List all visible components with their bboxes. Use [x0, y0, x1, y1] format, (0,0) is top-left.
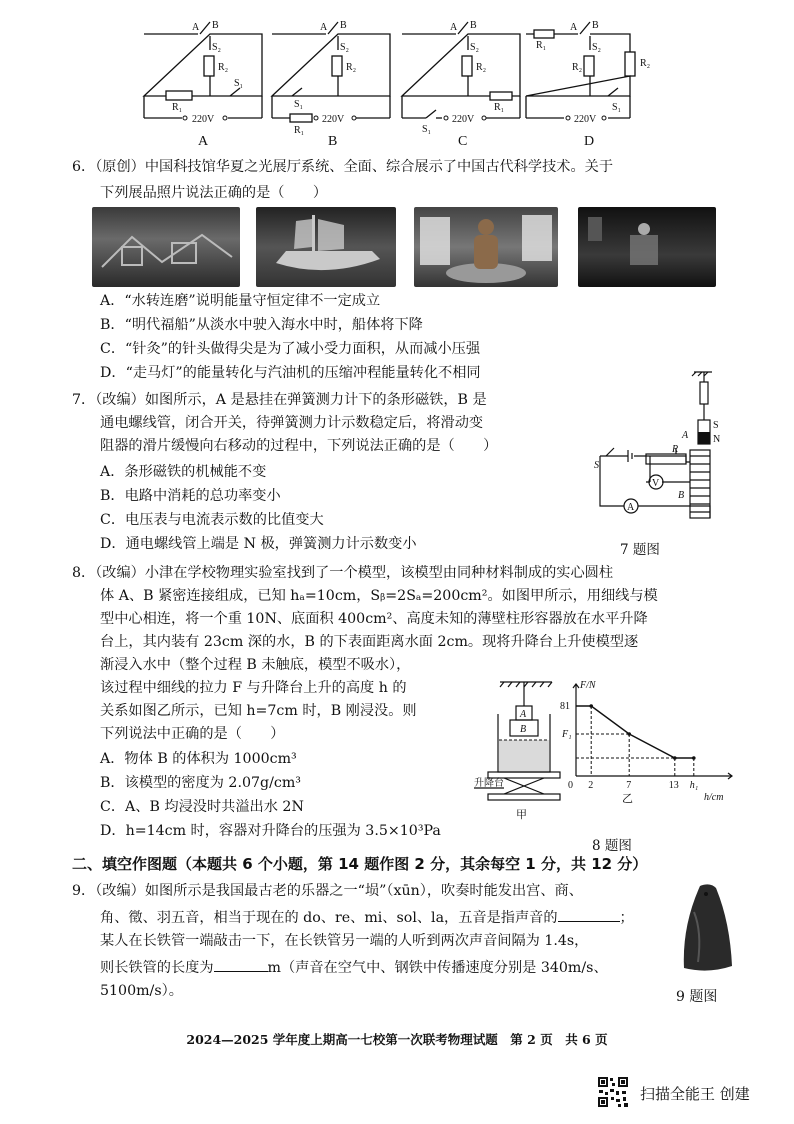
circuit-diagram-a	[138, 18, 266, 126]
q8-stem-line2: 体 A、B 紧密连接组成，已知 hₐ=10cm，Sᵦ=2Sₐ=200cm²。如图甲所示，用细线与模	[100, 588, 658, 604]
curve-point-2	[673, 756, 677, 760]
q6-option-a: A．“水转连磨”说明能量守恒定律不一定成立	[100, 293, 381, 309]
q6-option-b: B．“明代福船”从淡水中驶入海水中时，船体将下降	[100, 317, 423, 333]
q9-stem-line4	[100, 959, 608, 975]
label-r2: R₂	[218, 62, 229, 73]
label-s1: S₁	[612, 102, 622, 113]
section-2-title: 二、填空作图题（本题共 6 个小题，第 14 题作图 2 分，其余每空 1 分，共 12 分）	[72, 855, 648, 873]
label-b: B	[340, 20, 347, 31]
label-s2: S₂	[340, 42, 350, 53]
photo-water-mill	[92, 207, 240, 287]
q8-option-d: D．h=14cm 时，容器对升降台的压强为 3.5×10³Pa	[100, 823, 441, 839]
label-r1: R₁	[536, 40, 547, 51]
label-voltage: 220V	[192, 114, 215, 125]
curve-point-3	[692, 756, 696, 760]
q8-stem-line4: 台上，其内装有 23cm 深的水，B 的下表面距离水面 2cm。现将升降台上升使模型逐	[100, 634, 639, 650]
curve-point-0	[589, 704, 593, 708]
fig7-label-r: R	[672, 444, 679, 455]
qr-code-icon	[596, 1075, 630, 1113]
label-s1: S₁	[234, 78, 244, 89]
circuit-label-d: D	[584, 134, 595, 149]
q8-option-b: B．该模型的密度为 2.07g/cm³	[100, 775, 301, 791]
q6-stem-line1: 6．（原创）中国科技馆华夏之光展厅系统、全面、综合展示了中国古代科学技术。关于	[72, 159, 614, 175]
q8-stem-line1: 8．（改编）小津在学校物理实验室找到了一个模型，该模型由同种材料制成的实心圆柱	[72, 565, 614, 581]
fig8-jia-label: 甲	[516, 808, 527, 821]
q7-stem-line3: 阻器的滑片缓慢向右移动的过程中，下列说法正确的是（ ）	[100, 438, 498, 454]
label-r2-right: R₂	[640, 58, 651, 69]
circuit-label-b: B	[328, 134, 338, 149]
q8-figure-jia	[470, 676, 570, 830]
q7-stem-line2: 通电螺线管，闭合开关，待弹簧测力计示数稳定后，将滑动变	[100, 415, 484, 431]
fig7-label-b: B	[678, 490, 685, 501]
q9-line4-end: m（声音在空气中、钢铁中传播速度分别是 340m/s、	[267, 960, 608, 976]
force-curve	[576, 706, 694, 758]
label-s1: S₁	[294, 99, 304, 110]
q8-option-c: C．A、B 均浸没时共溢出水 2N	[100, 799, 304, 815]
x-axis-label: h/cm	[704, 792, 724, 803]
force-height-chart	[556, 676, 746, 826]
q8-stem-line6: 该过程中细线的拉力 F 与升降台上升的高度 h 的	[100, 680, 407, 696]
circuit-diagram-d	[522, 18, 668, 126]
q8-graph-yi	[556, 676, 746, 830]
y-axis-label: F/N	[580, 680, 596, 691]
q6-option-c: C．“针灸”的针头做得尖是为了减小受力面积，从而减小压强	[100, 341, 481, 357]
fig8-yi-label: 乙	[622, 792, 633, 805]
circuit-label-c: C	[458, 134, 468, 149]
label-s2: S₂	[592, 42, 602, 53]
label-b: B	[592, 20, 599, 31]
q8-option-a: A．物体 B 的体积为 1000cm³	[100, 751, 297, 767]
curve-point-1	[627, 732, 631, 736]
tick-0: 0	[568, 780, 573, 791]
label-a: A	[570, 22, 578, 33]
photo-lantern	[578, 207, 716, 287]
tick-h1: h₁	[689, 780, 699, 791]
circuit-label-a: A	[198, 134, 209, 149]
q9-line2-text: 角、徵、羽五音，相当于现在的 do、re、mi、sol、la，五音是指声音的	[100, 910, 558, 926]
q7-option-c: C．电压表与电流表示数的比值变大	[100, 512, 324, 528]
label-voltage: 220V	[322, 114, 345, 125]
q8-stem-line5: 渐浸入水中（整个过程 B 未触底，模型不吸水），	[100, 657, 411, 673]
scanner-watermark: 扫描全能王 创建	[640, 1085, 750, 1103]
label-a: A	[450, 22, 458, 33]
fig7-voltmeter: V	[652, 478, 660, 489]
label-a: A	[192, 22, 200, 33]
photo-ming-ship	[256, 207, 396, 287]
answer-blank-2[interactable]	[214, 959, 268, 972]
q9-line2-end: ；	[619, 910, 634, 926]
q8-stem-line7: 关系如图乙所示，已知 h=7cm 时，B 刚浸没。则	[100, 703, 417, 719]
q6-stem-line2: 下列展品照片说法正确的是（ ）	[100, 185, 328, 201]
fig7-label-n: N	[713, 434, 721, 445]
fig7-label-a: A	[682, 430, 689, 441]
tick-81: 81	[560, 701, 570, 712]
label-r2: R₂	[476, 62, 487, 73]
label-r2: R₂	[346, 62, 357, 73]
label-voltage: 220V	[452, 114, 475, 125]
tick-2: 2	[588, 780, 594, 791]
label-r2: R₂	[572, 62, 583, 73]
label-b: B	[212, 20, 219, 31]
q9-stem-line3: 某人在长铁管一端敲击一下，在长铁管另一端的人听到两次声音间隔为 1.4s，	[100, 933, 589, 949]
circuit-diagram-b	[266, 18, 394, 136]
fig7-label-switch: S	[594, 460, 599, 471]
tick-f1: F₁	[562, 729, 572, 740]
label-r1: R₁	[494, 102, 505, 113]
label-voltage: 220V	[574, 114, 597, 125]
label-r1: R₁	[172, 102, 183, 113]
circuit-diagram-c	[396, 18, 524, 136]
q9-stem-line1: 9．（改编）如图所示是我国最古老的乐器之一“埙”（xūn），吹奏时能发出宫、商、	[72, 883, 583, 899]
q7-option-a: A．条形磁铁的机械能不变	[100, 464, 267, 480]
photo-acupuncture	[414, 207, 558, 287]
q7-option-b: B．电路中消耗的总功率变小	[100, 488, 281, 504]
q8-caption: 8 题图	[592, 838, 632, 854]
q9-line4-text: 则长铁管的长度为	[100, 960, 214, 976]
tick-13: 13	[668, 780, 679, 791]
page-footer: 2024—2025 学年度上期高一七校第一次联考物理试题 第 2 页 共 6 页	[186, 1032, 608, 1047]
xun-instrument-image	[680, 882, 734, 978]
q7-option-d: D．通电螺线管上端是 N 极，弹簧测力计示数变小	[100, 536, 417, 552]
q8-stem-line3: 型中心相连，将一个重 10N、底面积 400cm²、高度未知的薄壁柱形容器放在水平升降	[100, 611, 648, 627]
q7-stem-line1: 7．（改编）如图所示，A 是悬挂在弹簧测力计下的条形磁铁，B 是	[72, 392, 487, 408]
label-a: A	[320, 22, 328, 33]
label-s2: S₂	[470, 42, 480, 53]
q7-caption: 7 题图	[620, 542, 660, 558]
fig7-label-s: S	[713, 420, 719, 431]
fig8-label-b: B	[520, 724, 527, 735]
fig8-label-a: A	[520, 709, 527, 720]
label-b: B	[470, 20, 477, 31]
tick-7: 7	[626, 780, 632, 791]
label-r1: R₁	[294, 125, 305, 136]
q9-stem-line2	[100, 909, 634, 925]
fig8-lift-label: 升降台	[474, 778, 504, 789]
fig7-ammeter: A	[627, 502, 635, 513]
answer-blank-1[interactable]	[558, 909, 620, 922]
label-s2: S₂	[212, 42, 222, 53]
q6-option-d: D．“走马灯”的能量转化与汽油机的压缩冲程能量转化不相同	[100, 365, 481, 381]
q7-figure	[576, 368, 726, 532]
q9-stem-line5: 5100m/s）。	[100, 983, 183, 999]
q9-caption: 9 题图	[676, 989, 718, 1005]
q8-stem-line8: 下列说法中正确的是（ ）	[100, 726, 285, 742]
label-s1: S₁	[422, 124, 432, 135]
